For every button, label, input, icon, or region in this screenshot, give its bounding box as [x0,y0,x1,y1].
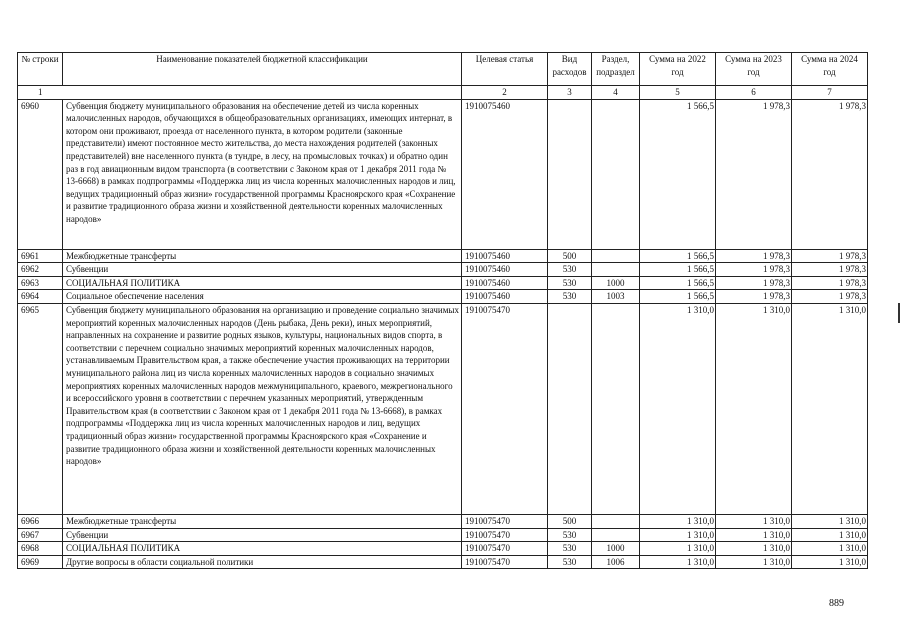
row-section: 1000 [592,276,640,290]
header-row-no: № строки [18,53,63,86]
row-section [592,99,640,249]
header-sum-2024: Сумма на 2024 год [792,53,868,86]
row-number: 6966 [18,514,63,528]
row-sum-2024: 1 978,3 [792,249,868,263]
header-section: Раздел, подраздел [592,53,640,86]
row-sum-2022: 1 566,5 [640,263,716,277]
row-name: Субвенция бюджету муниципального образования на организацию и проведение социально значимых мероприятий коренных малочисленных народов (День рыбака, День реки), иных мероприятий, направленных на сохранение и развитие родных языков, культуры, национальных видов спорта, в соответствии с перечнем социально значимых мероприятий коренных малочисленных народов, устанавливаемым Правительством края, а также обеспечение участия проживающих на территории муниципального района лиц из числа коренных малочисленных народов в социально значимых мероприятиях коренных малочисленных народов межмуниципального, краевого, межрегионального и всероссийского уровня в соответствии с перечнем указанных мероприятий, утвержденным Правительством края (в соответствии с Законом края от 1 декабря 2011 года № 13-6668), в рамках подпрограммы «Поддержка лиц из числа коренных малочисленных народов и лиц, ведущих традиционный образ жизни» государственной программы Красноярского края «Сохранение и развитие традиционного образа жизни и хозяйственной деятельности коренных малочисленных народов» [63,303,462,514]
row-section: 1000 [592,542,640,556]
row-name: Субвенции [63,263,462,277]
column-number: 2 [462,86,548,100]
row-number: 6961 [18,249,63,263]
row-kind: 530 [548,276,592,290]
row-sum-2022: 1 310,0 [640,555,716,569]
row-sum-2024: 1 310,0 [792,528,868,542]
row-sum-2024: 1 310,0 [792,542,868,556]
row-sum-2022: 1 566,5 [640,290,716,304]
row-sum-2023: 1 978,3 [716,290,792,304]
table-row [18,263,868,277]
row-sum-2023: 1 310,0 [716,514,792,528]
row-sum-2024: 1 978,3 [792,290,868,304]
row-sum-2023: 1 310,0 [716,303,792,514]
row-kind [548,303,592,514]
row-sum-2022: 1 310,0 [640,542,716,556]
row-sum-2024: 1 978,3 [792,276,868,290]
row-sum-2022: 1 566,5 [640,276,716,290]
row-target: 1910075470 [462,542,548,556]
header-target: Целевая статья [462,53,548,86]
table-header [18,53,868,86]
row-number: 6968 [18,542,63,556]
row-kind: 530 [548,290,592,304]
row-kind: 530 [548,542,592,556]
header-sum-2023: Сумма на 2023 год [716,53,792,86]
row-name: Субвенции [63,528,462,542]
row-number: 6963 [18,276,63,290]
row-target: 1910075460 [462,99,548,249]
row-name: СОЦИАЛЬНАЯ ПОЛИТИКА [63,276,462,290]
row-number: 6962 [18,263,63,277]
row-name: Субвенция бюджету муниципального образования на обеспечение детей из числа коренных малочисленных народов, обучающихся в общеобразовательных организациях, имеющих интернат, в котором они проживают, проезда от населенного пункта, в котором родители (законные представители) имеют постоянное место жительства, до места нахождения родителей (законных представителей) вне населенного пункта (в тундре, в лесу, на промысловых точках) и обратно один раз в год авиационным видом транспорта (в соответствии с Законом края от 1 декабря 2011 года № 13-6668) в рамках подпрограммы «Поддержка лиц из числа коренных малочисленных народов и лиц, ведущих традиционный образ жизни» государственной программы Красноярского края «Сохранение и развитие традиционного образа жизни и хозяйственной деятельности коренных малочисленных народов» [63,99,462,249]
row-number: 6965 [18,303,63,514]
header-name: Наименование показателей бюджетной классификации [63,53,462,86]
row-kind: 500 [548,249,592,263]
row-sum-2022: 1 310,0 [640,528,716,542]
row-sum-2023: 1 978,3 [716,276,792,290]
row-kind: 530 [548,528,592,542]
row-section [592,528,640,542]
row-sum-2022: 1 566,5 [640,249,716,263]
row-target: 1910075470 [462,303,548,514]
row-number: 6964 [18,290,63,304]
row-number: 6967 [18,528,63,542]
table-row [18,528,868,542]
row-target: 1910075470 [462,528,548,542]
table-row [18,290,868,304]
row-name: Социальное обеспечение населения [63,290,462,304]
row-target: 1910075460 [462,276,548,290]
table-row [18,276,868,290]
column-number: 3 [548,86,592,100]
table-row [18,542,868,556]
row-section: 1003 [592,290,640,304]
row-sum-2024: 1 310,0 [792,555,868,569]
table-row [18,555,868,569]
row-kind: 530 [548,555,592,569]
row-sum-2024: 1 978,3 [792,99,868,249]
row-target: 1910075460 [462,263,548,277]
row-sum-2022: 1 310,0 [640,514,716,528]
table-row [18,249,868,263]
row-target: 1910075470 [462,555,548,569]
budget-table [17,52,868,569]
row-name: Межбюджетные трансферты [63,249,462,263]
column-number: 7 [792,86,868,100]
scan-edge-mark [898,303,900,323]
row-name: Другие вопросы в области социальной политики [63,555,462,569]
row-section [592,263,640,277]
table-row [18,99,868,249]
table-row [18,514,868,528]
row-target: 1910075460 [462,249,548,263]
row-number: 6960 [18,99,63,249]
row-sum-2023: 1 978,3 [716,263,792,277]
row-section: 1006 [592,555,640,569]
row-sum-2023: 1 310,0 [716,555,792,569]
column-number: 5 [640,86,716,100]
row-name: Межбюджетные трансферты [63,514,462,528]
row-section [592,303,640,514]
column-number: 6 [716,86,792,100]
row-kind [548,99,592,249]
row-kind: 500 [548,514,592,528]
row-sum-2023: 1 310,0 [716,542,792,556]
row-sum-2022: 1 566,5 [640,99,716,249]
row-target: 1910075460 [462,290,548,304]
row-sum-2023: 1 978,3 [716,249,792,263]
row-sum-2024: 1 310,0 [792,514,868,528]
column-number [63,86,462,100]
header-sum-2022: Сумма на 2022 год [640,53,716,86]
column-number: 1 [18,86,63,100]
row-kind: 530 [548,263,592,277]
header-kind: Вид расходов [548,53,592,86]
row-number: 6969 [18,555,63,569]
row-sum-2022: 1 310,0 [640,303,716,514]
row-section [592,249,640,263]
row-section [592,514,640,528]
row-sum-2023: 1 310,0 [716,528,792,542]
column-number-row [18,86,868,100]
row-sum-2024: 1 310,0 [792,303,868,514]
row-sum-2024: 1 978,3 [792,263,868,277]
row-target: 1910075470 [462,514,548,528]
row-name: СОЦИАЛЬНАЯ ПОЛИТИКА [63,542,462,556]
column-number: 4 [592,86,640,100]
row-sum-2023: 1 978,3 [716,99,792,249]
table-row [18,303,868,514]
page-number: 889 [829,598,844,609]
